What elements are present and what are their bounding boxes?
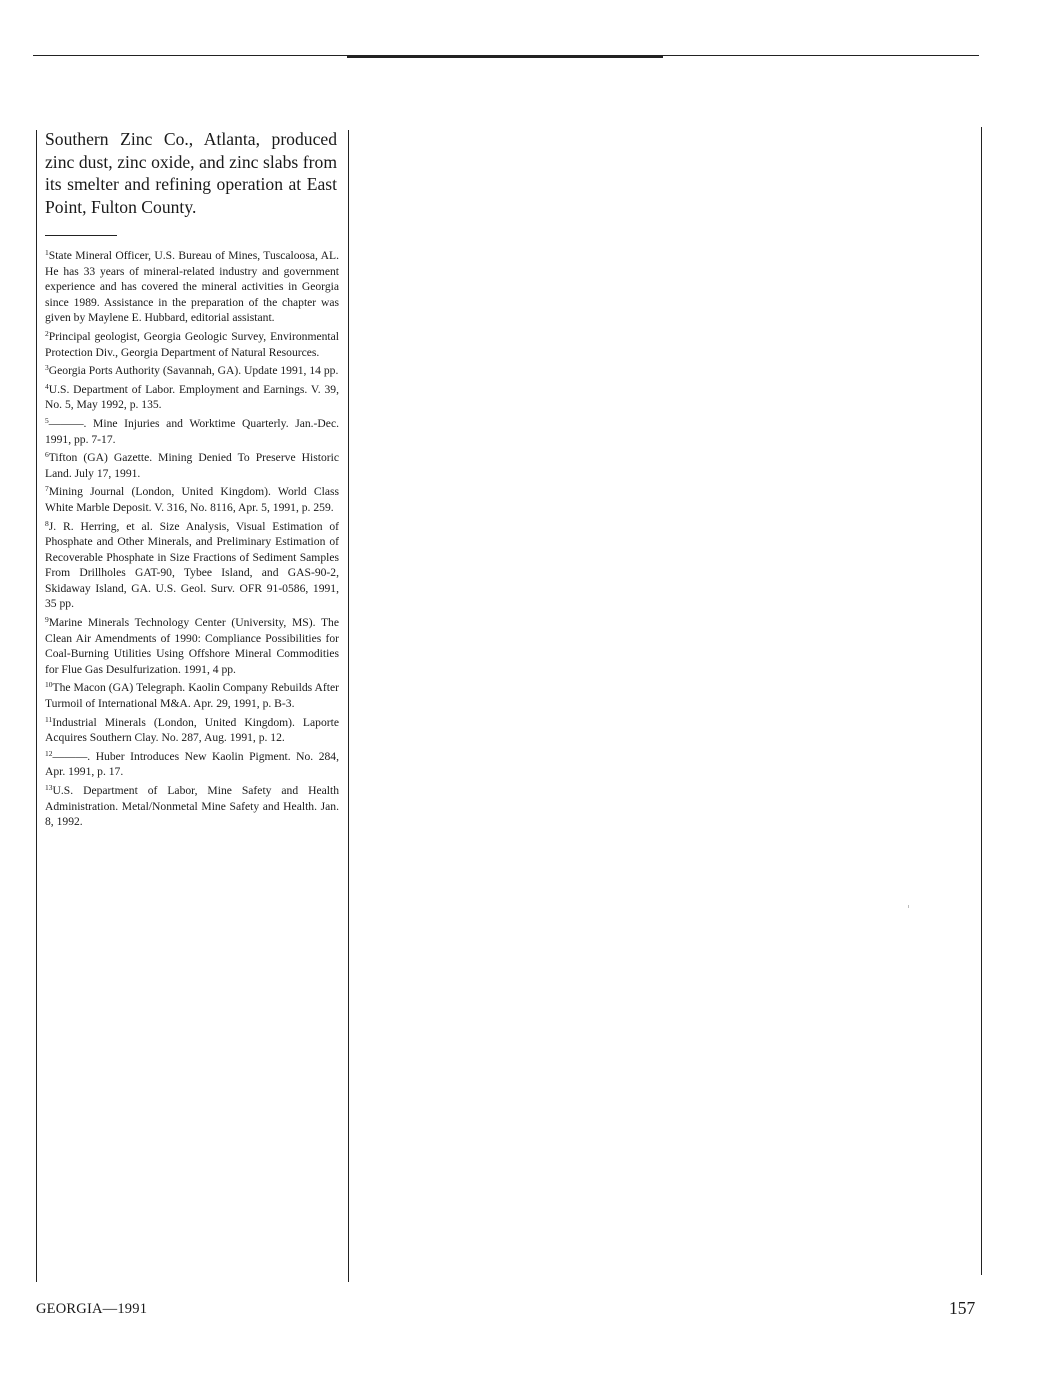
body-paragraph: Southern Zinc Co., Atlanta, produced zinc dust, zinc oxide, and zinc slabs from its smelter and refining operation at East Point, Fulton County. xyxy=(45,129,337,217)
footnote-marker: 3 xyxy=(45,363,49,373)
footnote xyxy=(45,783,339,830)
footnote xyxy=(45,248,339,326)
footnote-marker: 4 xyxy=(45,381,49,391)
right-column-rule xyxy=(981,127,982,1275)
footnote-marker: 8 xyxy=(45,518,49,528)
footnote-text: The Macon (GA) Telegraph. Kaolin Company Rebuilds After Turmoil of International M&A. Apr. 29, 1991, p. B-3. xyxy=(45,681,339,711)
footnote xyxy=(45,450,339,481)
footnote-marker: 5 xyxy=(45,415,49,425)
footnote xyxy=(45,382,339,413)
footnote-marker: 11 xyxy=(45,714,53,724)
footnote-text: U.S. Department of Labor, Mine Safety and Health Administration. Metal/Nonmetal Mine Safety and Health. Jan. 8, 1992. xyxy=(45,784,339,829)
footnote-text: ———. Huber Introduces New Kaolin Pigment. No. 284, Apr. 1991, p. 17. xyxy=(45,749,339,779)
footnote-text: ———. Mine Injuries and Worktime Quarterly. Jan.-Dec. 1991, pp. 7-17. xyxy=(45,416,339,446)
footnote xyxy=(45,749,339,780)
footnote xyxy=(45,484,339,515)
footnote-marker: 1 xyxy=(45,248,49,257)
footnote-text: Tifton (GA) Gazette. Mining Denied To Preserve Historic Land. July 17, 1991. xyxy=(45,451,339,480)
footnote xyxy=(45,363,339,379)
footnote-text: Marine Minerals Technology Center (University, MS). The Clean Air Amendments of 1990: Compliance Possibilities for Coal-Burning Utilities Using Offshore Mineral Commodities for Flue Gas Desulfurization. 1991, 4 pp. xyxy=(45,616,339,676)
footnote xyxy=(45,519,339,613)
footnote-marker: 2 xyxy=(45,328,49,338)
column-divider-rule xyxy=(348,130,349,1282)
footnote xyxy=(45,416,339,447)
footnote-text: State Mineral Officer, U.S. Bureau of Mines, Tuscaloosa, AL. He has 33 years of mineral-related industry and government experience and has covered the mineral activities in Georgia since 1989. Assistance in the preparation of the chapter was given by Maylene E. Hubbard, editorial assistant. xyxy=(45,249,339,325)
footnote-text: Mining Journal (London, United Kingdom). World Class White Marble Deposit. V. 316, No. 8116, Apr. 5, 1991, p. 259. xyxy=(45,485,339,514)
footnote-marker: 9 xyxy=(45,615,49,625)
footnotes-list xyxy=(45,248,339,833)
left-column-rule xyxy=(36,130,37,1282)
top-rule-accent xyxy=(347,56,663,58)
footnote-text: Principal geologist, Georgia Geologic Survey, Environmental Protection Div., Georgia Department of Natural Resources. xyxy=(45,329,339,359)
footnote xyxy=(45,615,339,677)
running-title: GEORGIA—1991 xyxy=(36,1301,148,1317)
footnote xyxy=(45,329,339,360)
footnote-text: U.S. Department of Labor. Employment and Earnings. V. 39, No. 5, May 1992, p. 135. xyxy=(45,382,339,412)
footnote xyxy=(45,680,339,711)
footnote-separator xyxy=(45,235,117,236)
footnote-marker: 10 xyxy=(45,680,53,690)
footnote-text: Georgia Ports Authority (Savannah, GA). Update 1991, 14 pp. xyxy=(48,364,339,378)
footnote-text: J. R. Herring, et al. Size Analysis, Visual Estimation of Phosphate and Other Minerals, and Preliminary Estimation of Recoverable Phosphate in Size Fractions of Sediment Samples From Drillholes GAT-90, Tybee Island, and GAS-90-2, Skidaway Island, GA. U.S. Geol. Surv. OFR 91-0586, 1991, 35 pp. xyxy=(45,519,339,611)
footnote xyxy=(45,715,339,746)
footnote-marker: 13 xyxy=(45,783,53,792)
page-number: 157 xyxy=(949,1298,976,1318)
footnote-text: Industrial Minerals (London, United Kingdom). Laporte Acquires Southern Clay. No. 287, Aug. 1991, p. 12. xyxy=(45,715,339,745)
scan-speck xyxy=(908,905,909,908)
footnote-marker: 12 xyxy=(45,748,53,758)
footnote-marker: 6 xyxy=(45,450,49,460)
footnote-marker: 7 xyxy=(45,484,49,494)
